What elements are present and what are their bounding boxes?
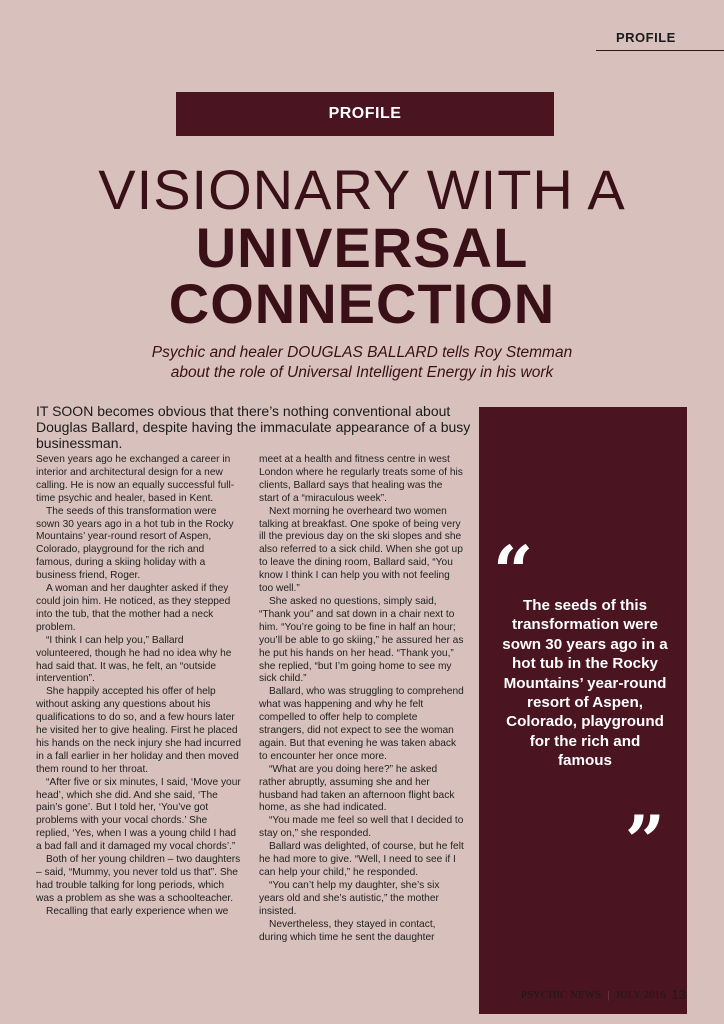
standfirst-line-2: about the role of Universal Intelligent Energy in his work	[170, 364, 554, 381]
body-paragraph: She asked no questions, simply said, “Thank you” and sat down in a chair next to him. “You’re going to be fine in half an hour; you’ll be able to go skiing,” he assured her as he put his hands on her head. “Thank you,” she replied, “but I’m going home to see my sick child.”	[259, 595, 464, 685]
body-paragraph: “You made me feel so well that I decided to stay on,” she responded.	[259, 815, 464, 840]
body-paragraph: Both of her young children – two daughters – said, “Mummy, you never told us that”. She had trouble talking for long periods, which was a problem as she was a schoolteacher.	[36, 854, 241, 904]
publication-name: PSYCHIC NEWS	[520, 988, 602, 1001]
body-paragraph: Ballard was delighted, of course, but he felt he had more to give. “Well, I need to see if I can help your child,” he responded.	[259, 841, 464, 878]
section-banner	[176, 92, 554, 136]
body-paragraph: Seven years ago he exchanged a career in interior and architectural design for a new calling. He is now an equally successful full-time psychic and healer, based in Kent.	[36, 454, 235, 504]
header-rule	[596, 50, 724, 51]
body-paragraph: Ballard, who was struggling to comprehend what was happening and why he felt compelled to offer help to complete strangers, did not expect to see the woman again. But that evening he was taken aback to encounter her once more.	[259, 686, 464, 762]
body-paragraph: “You can’t help my daughter, she’s six years old and she’s autistic,” the mother insisted.	[259, 879, 440, 917]
pullquote-box	[479, 407, 687, 1014]
body-paragraph: Recalling that early experience when we	[46, 905, 229, 917]
section-banner-label: PROFILE	[328, 105, 402, 122]
headline-line-2: UNIVERSAL	[195, 216, 529, 279]
pullquote-text: The seeds of this transformation were sown 30 years ago in a hot tub in the Rocky Mountains’ year-round resort of Aspen, Colorado, playground for the rich and famous	[502, 597, 668, 770]
close-quote-icon: ”	[624, 800, 665, 883]
section-tag: PROFILE	[616, 30, 676, 45]
page-footer	[521, 987, 686, 1002]
body-paragraph: Next morning he overheard two women talking at breakfast. One spoke of being very ill the previous day on the ski slopes and she also referred to a sick child. When she got up to leave the dining room, Ballard said, “You know I think I can help you with not feeling too well.”	[259, 505, 463, 595]
standfirst-line-1: Psychic and healer DOUGLAS BALLARD tells Roy Stemman	[151, 344, 573, 361]
open-quote-icon: “	[493, 530, 534, 613]
body-column-2	[259, 454, 464, 944]
footer-separator: |	[607, 988, 610, 1001]
body-column-1	[36, 454, 241, 919]
standfirst	[100, 343, 624, 383]
body-paragraph: The seeds of this transformation were sown 30 years ago in a hot tub in the Rocky Mountains’ year-round resort of Aspen, Colorado, playground for the rich and famous, during a skiing holiday with a business friend, Roger.	[36, 505, 234, 582]
body-paragraph: meet at a health and fitness centre in west London where he regularly treats some of his clients, Ballard says that healing was the start of a “miraculous week”.	[259, 454, 463, 504]
body-paragraph: “I think I can help you,” Ballard volunteered, though he had no idea why he had said that. It was, he felt, an “outside intervention”.	[36, 634, 232, 685]
body-paragraph: Nevertheless, they stayed in contact, during which time he sent the daughter	[259, 918, 436, 943]
body-paragraph: She happily accepted his offer of help without asking any questions about his qualifications to do so, and a few hours later he visited her to give healing. First he placed his hands on the neck injury she had incurred in a fall earlier in her holiday and then moved them round to her throat.	[36, 686, 242, 775]
headline-line-3: CONNECTION	[168, 272, 556, 335]
body-paragraph: “After five or six minutes, I said, ‘Move your head’, which she did. And she said, ‘The pain’s gone’. But I told her, ‘You’ve got problems with your vocal chords.’ She replied, ‘Yes, when I was a young child I had a bad fall and it damaged my vocal chords’.”	[36, 776, 241, 853]
page-number: 13	[671, 987, 686, 1002]
body-paragraph: “What are you doing here?” he asked rather abruptly, assuming she and her husband had taken an afternoon flight back home, as she had indicated.	[259, 763, 455, 814]
issue-date: JULY 2016	[615, 988, 666, 1001]
headline-line-1: VISIONARY WITH A	[98, 158, 626, 221]
body-paragraph: A woman and her daughter asked if they could join him. He noticed, as they stepped into the tub, that the mother had a neck problem.	[36, 583, 231, 633]
intro-paragraph: IT SOON becomes obvious that there’s nothing conventional about Douglas Ballard, despite having the immaculate appearance of a busy businessman.	[36, 403, 471, 451]
